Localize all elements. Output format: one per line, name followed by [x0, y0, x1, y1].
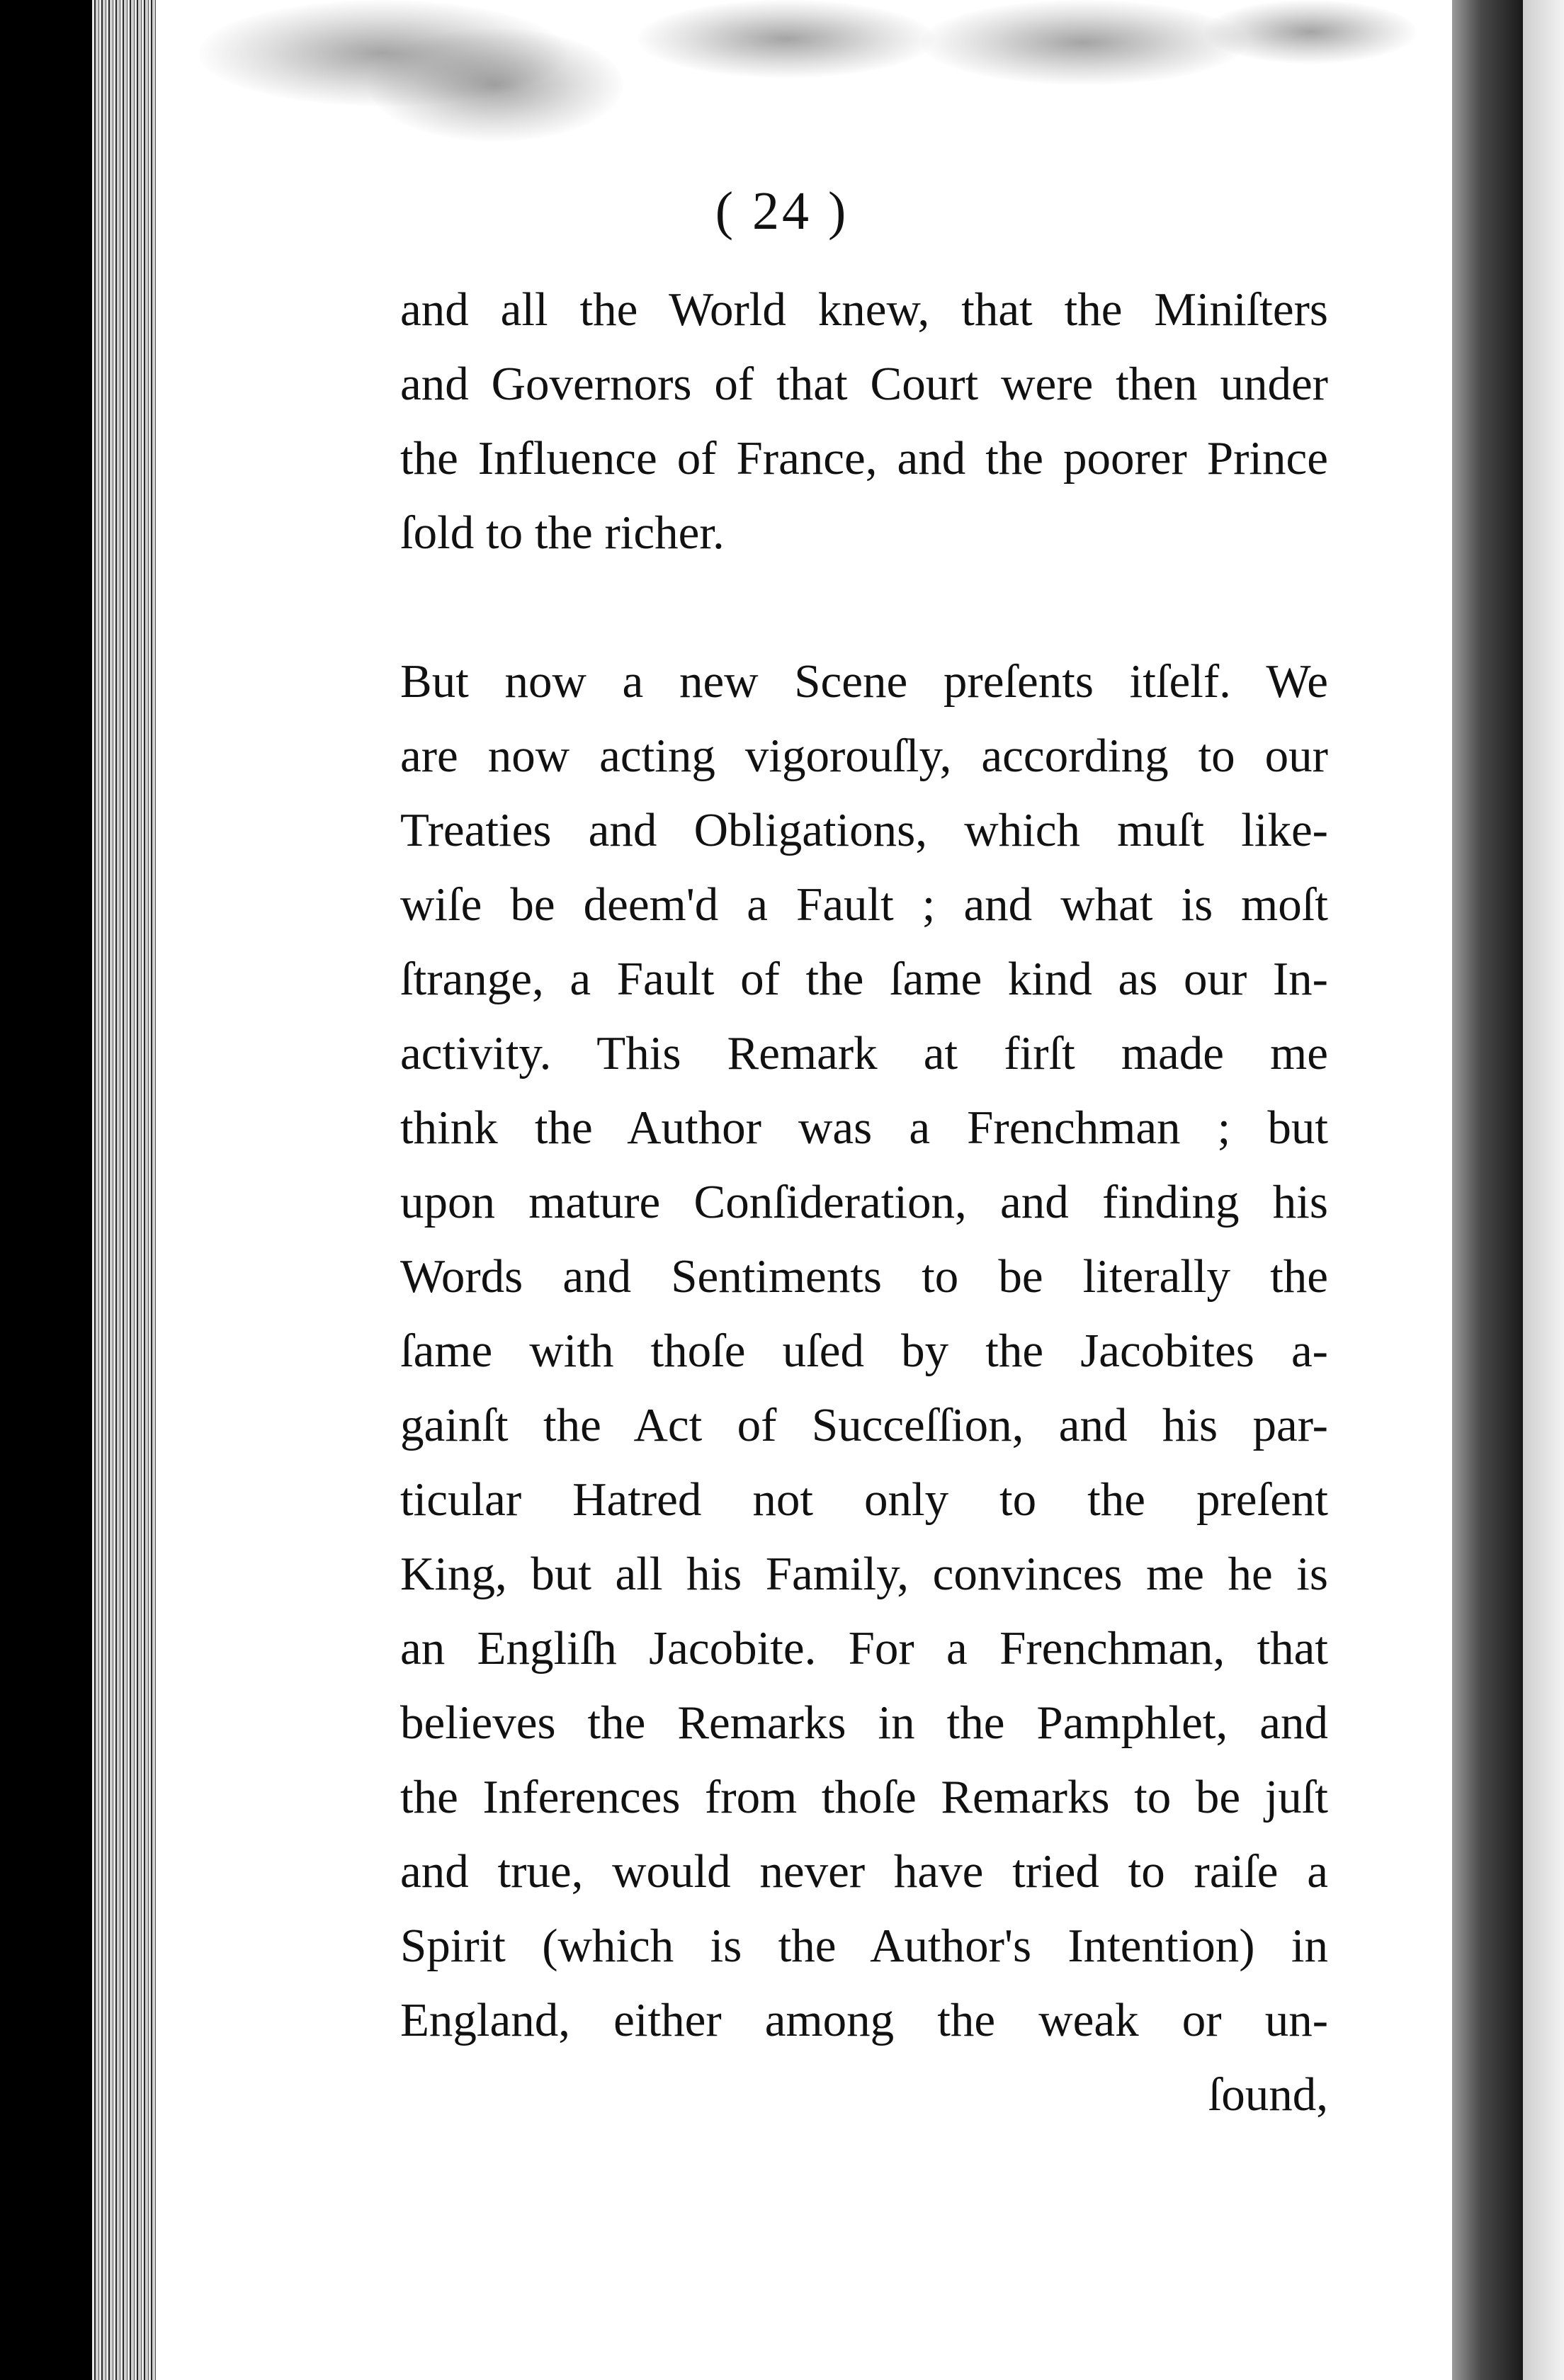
- text-line: and true, would never have tried to raiſe a: [400, 1845, 1328, 1898]
- text-line: the Inferences from thoſe Remarks to be juſt: [400, 1771, 1328, 1823]
- foxing-stain: [638, 0, 935, 78]
- text-line: But now a new Scene preſents itſelf. We: [400, 655, 1328, 708]
- body-text: [400, 273, 1328, 2132]
- text-line: gainſt the Act of Succeſſion, and his par-: [400, 1399, 1328, 1451]
- page-edge-right: [1523, 0, 1564, 2380]
- paragraph-1: [400, 273, 1328, 570]
- text-line: think the Author was a Frenchman ; but: [400, 1101, 1328, 1154]
- text-line: ſtrange, a Fault of the ſame kind as our In-: [400, 953, 1328, 1005]
- text-line: activity. This Remark at firſt made me: [400, 1027, 1328, 1080]
- text-line: England, either among the weak or un-: [400, 1994, 1328, 2046]
- text-line: ticular Hatred not only to the preſent: [400, 1473, 1328, 1526]
- text-line: upon mature Conſideration, and finding his: [400, 1176, 1328, 1228]
- catchword: ſound,: [1208, 2068, 1328, 2121]
- page-number: ( 24 ): [715, 181, 849, 241]
- text-line: King, but all his Family, convinces me he is: [400, 1548, 1328, 1600]
- page-edge-left: [92, 0, 163, 2380]
- page-gutter-shadow: [1452, 0, 1523, 2380]
- paragraph-2: [400, 645, 1328, 2132]
- foxing-stain: [921, 0, 1247, 85]
- text-line: and all the World knew, that the Miniſters: [400, 283, 1328, 336]
- text-line: Spirit (which is the Author's Intention) in: [400, 1920, 1328, 1972]
- text-line: Treaties and Obligations, which muſt like-: [400, 804, 1328, 856]
- foxing-stain: [368, 28, 623, 142]
- text-line: wiſe be deem'd a Fault ; and what is moſt: [400, 878, 1328, 931]
- text-line: an Engliſh Jacobite. For a Frenchman, that: [400, 1622, 1328, 1674]
- foxing-stain: [1204, 0, 1417, 64]
- text-line: are now acting vigorouſly, according to our: [400, 730, 1328, 782]
- text-line: ſame with thoſe uſed by the Jacobites a-: [400, 1325, 1328, 1377]
- text-line: ſold to the richer.: [400, 506, 725, 559]
- text-line: Words and Sentiments to be literally the: [400, 1250, 1328, 1303]
- text-line: and Governors of that Court were then under: [400, 358, 1328, 410]
- text-line: believes the Remarks in the Pamphlet, and: [400, 1696, 1328, 1749]
- text-line: the Influence of France, and the poorer Prince: [400, 432, 1328, 484]
